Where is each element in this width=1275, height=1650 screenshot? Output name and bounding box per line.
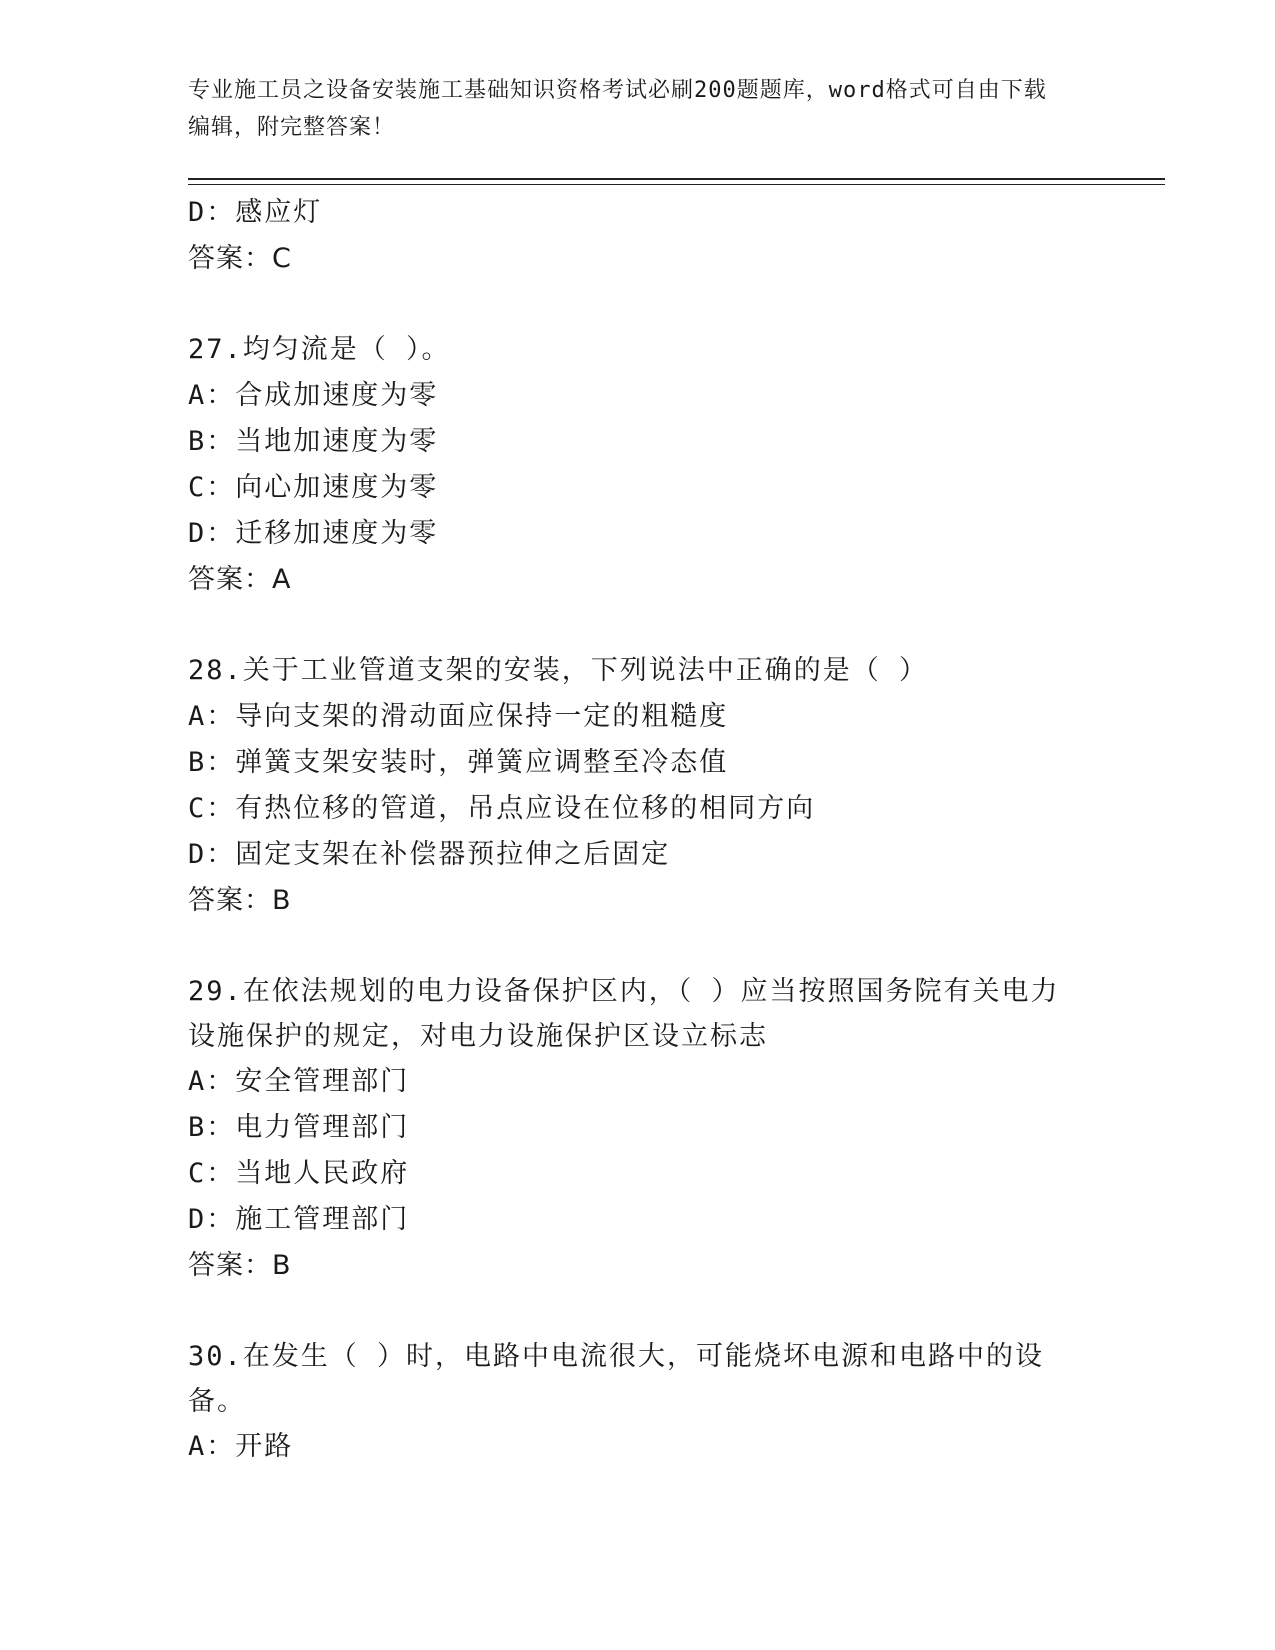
- question-30: [188, 1334, 1088, 1470]
- document-header: [188, 72, 1068, 146]
- option-d: D：施工管理部门: [188, 1204, 410, 1235]
- question-29: [188, 969, 1088, 1289]
- option-b: B：当地加速度为零: [188, 426, 439, 457]
- option-a: A：安全管理部门: [188, 1066, 410, 1097]
- question-stem: 27.均匀流是（ ）。: [188, 334, 451, 365]
- option-a: A：导向支架的滑动面应保持一定的粗糙度: [188, 701, 729, 732]
- question-stem: 30.在发生（ ）时，电路中电流很大，可能烧坏电源和电路中的设备。: [188, 1341, 1045, 1417]
- option-c: C：向心加速度为零: [188, 472, 439, 503]
- option-d: D：迁移加速度为零: [188, 518, 439, 549]
- option-d: D：感应灯: [188, 197, 323, 228]
- question-stem: 28.关于工业管道支架的安装，下列说法中正确的是（ ）: [188, 655, 929, 686]
- answer: 答案：B: [188, 885, 292, 916]
- question-content: [188, 190, 1088, 1470]
- option-b: B：电力管理部门: [188, 1112, 410, 1143]
- question-27: [188, 327, 1088, 603]
- header-title: 专业施工员之设备安装施工基础知识资格考试必刷200题题库，word格式可自由下载编辑，附完整答案！: [188, 78, 1047, 140]
- option-a: A：开路: [188, 1431, 294, 1462]
- answer: 答案：A: [188, 564, 292, 595]
- option-c: C：有热位移的管道，吊点应设在位移的相同方向: [188, 793, 816, 824]
- header-divider-thin: [188, 184, 1165, 185]
- answer: 答案：B: [188, 1250, 292, 1281]
- question-stem: 29.在依法规划的电力设备保护区内，（ ）应当按照国务院有关电力设施保护的规定，对电力设施保护区设立标志: [188, 976, 1060, 1052]
- option-c: C：当地人民政府: [188, 1158, 410, 1189]
- option-b: B：弹簧支架安装时，弹簧应调整至冷态值: [188, 747, 729, 778]
- header-divider: [188, 178, 1165, 180]
- option-d: D：固定支架在补偿器预拉伸之后固定: [188, 839, 671, 870]
- question-28: [188, 648, 1088, 924]
- option-a: A：合成加速度为零: [188, 380, 439, 411]
- answer: 答案：C: [188, 243, 292, 274]
